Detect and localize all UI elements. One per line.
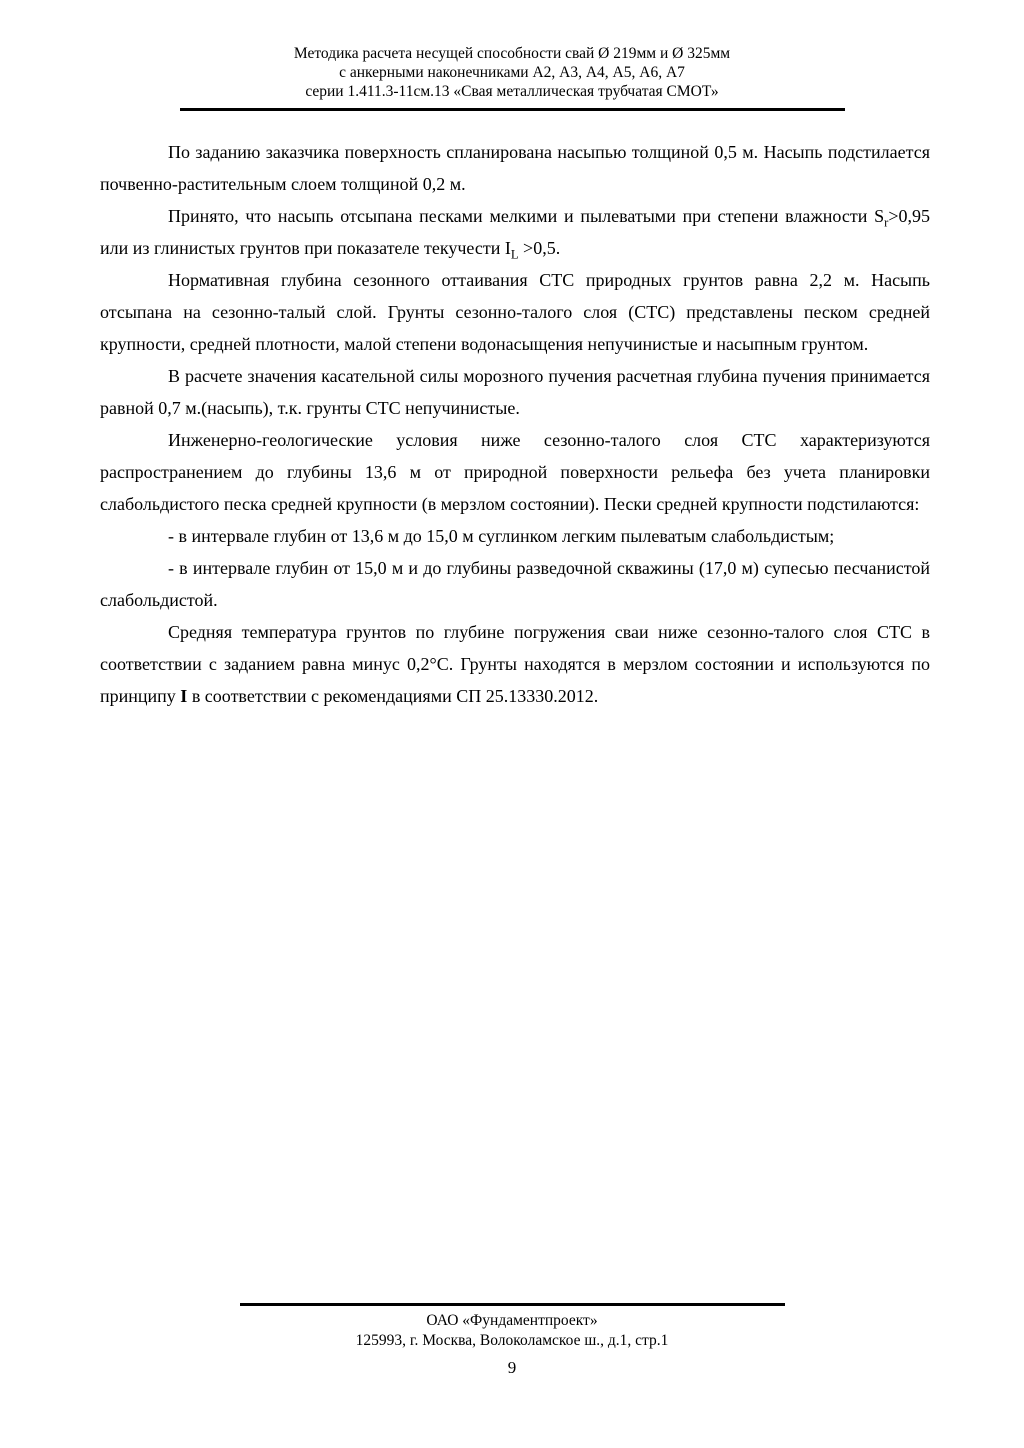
footer-address: 125993, г. Москва, Волоколамское ш., д.1, стр.1 xyxy=(355,1332,669,1349)
subscript-r: r xyxy=(884,215,889,230)
paragraph xyxy=(100,360,930,424)
header-line-2: с анкерными наконечниками А2, А3, А4, А5, А6, А7 xyxy=(339,64,685,81)
paragraph-text: В расчете значения касательной силы морозного пучения расчетная глубина пучения принимается равной 0,7 м.(насыпь), т.к. грунты СТС непучинистые. xyxy=(100,366,930,418)
paragraph-text: в соответствии с рекомендациями СП 25.13330.2012. xyxy=(187,686,599,706)
paragraph xyxy=(100,136,930,200)
principle-designation: I xyxy=(180,686,188,706)
paragraph-text: Инженерно-геологические условия ниже сезонно-талого слоя СТС характеризуются распространением до глубины 13,6 м от природной поверхности рельефа без учета планировки слабольдистого песка средней крупности (в мерзлом состоянии). Пески средней крупности подстилаются: xyxy=(100,430,930,514)
footer-rule xyxy=(240,1303,785,1306)
document-body xyxy=(100,136,930,712)
header-rule xyxy=(180,108,845,111)
paragraph-text: Принято, что насыпь отсыпана песками мелкими и пылеватыми при степени влажности S xyxy=(168,206,885,226)
page-footer xyxy=(0,1303,1024,1351)
page-header xyxy=(0,0,1024,111)
header-line-3: серии 1.411.3-11см.13 «Свая металлическая трубчатая СМОТ» xyxy=(305,83,719,100)
paragraph-text: >0,5. xyxy=(518,238,561,258)
footer-organization: ОАО «Фундаментпроект» xyxy=(426,1312,598,1329)
paragraph-text: По заданию заказчика поверхность спланирована насыпью толщиной 0,5 м. Насыпь подстилается почвенно-растительным слоем толщиной 0,2 м. xyxy=(100,142,930,194)
header-line-1: Методика расчета несущей способности свай Ø 219мм и Ø 325мм xyxy=(293,45,731,62)
paragraph-text: Средняя температура грунтов по глубине погружения сваи ниже сезонно-талого слоя СТС в соответствии с заданием равна минус 0,2°С. Грунты находятся в мерзлом состоянии и используются по принципу xyxy=(100,622,930,706)
paragraph xyxy=(100,200,930,264)
paragraph-text: - в интервале глубин от 13,6 м до 15,0 м суглинком легким пылеватым слабольдистым; xyxy=(168,526,835,546)
list-item xyxy=(100,552,930,616)
page-number: 9 xyxy=(507,1358,517,1377)
paragraph xyxy=(100,424,930,520)
list-item xyxy=(100,520,930,552)
paragraph xyxy=(100,264,930,360)
paragraph-text: - в интервале глубин от 15,0 м и до глубины разведочной скважины (17,0 м) супесью песчанистой слабольдистой. xyxy=(100,558,930,610)
paragraph-text: Нормативная глубина сезонного оттаивания СТС природных грунтов равна 2,2 м. Насыпь отсыпана на сезонно-талый слой. Грунты сезонно-талого слоя (СТС) представлены песком средней крупности, средней плотности, малой степени водонасыщения непучинистые и насыпным грунтом. xyxy=(100,270,930,354)
subscript-L: L xyxy=(510,247,519,262)
paragraph xyxy=(100,616,930,712)
paragraph-text: >0,95 или из глинистых грунтов при показателе текучести I xyxy=(100,206,930,258)
